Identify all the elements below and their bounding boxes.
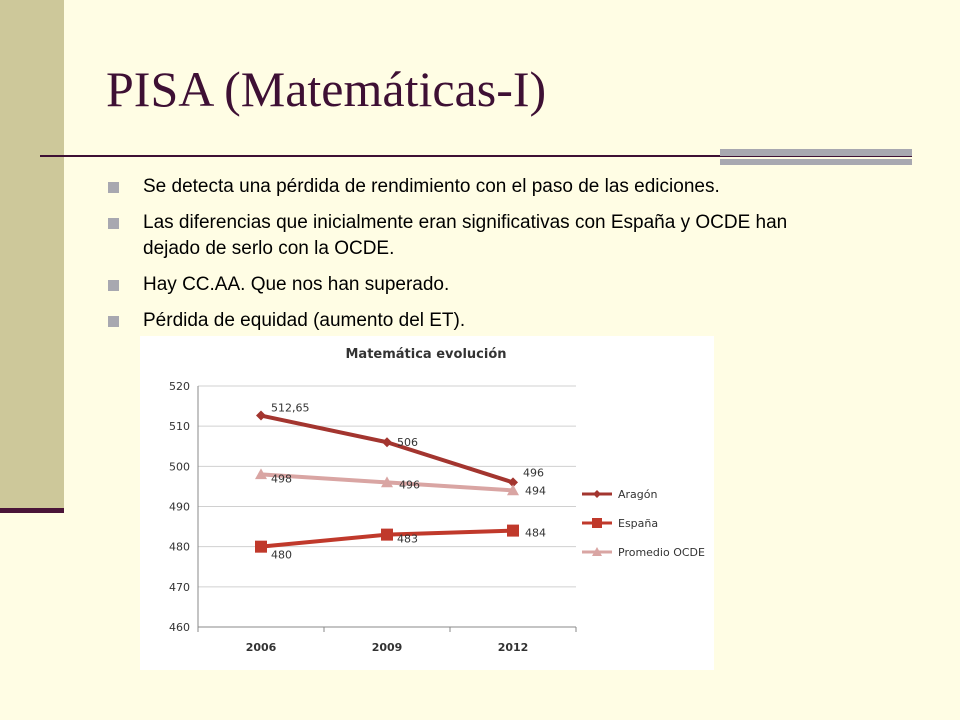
bullet-list xyxy=(108,174,848,344)
x-tick-label: 2012 xyxy=(497,641,529,654)
data-label: 498 xyxy=(271,472,292,486)
data-point xyxy=(256,411,266,421)
bullet-item xyxy=(108,308,848,334)
y-tick-label: 460 xyxy=(169,621,190,634)
title-divider-accent xyxy=(720,149,912,156)
legend-label: Aragón xyxy=(618,488,658,501)
data-point xyxy=(381,529,393,541)
x-tick-label: 2006 xyxy=(245,641,277,654)
slide-title: PISA (Matemáticas-I) xyxy=(106,61,547,117)
bullet-square-icon xyxy=(108,218,119,229)
sidebar-accent xyxy=(0,508,64,513)
bullet-text: Se detecta una pérdida de rendimiento con el paso de las ediciones. xyxy=(143,176,720,197)
legend-label: España xyxy=(618,517,659,530)
y-tick-label: 520 xyxy=(169,380,190,393)
y-tick-label: 500 xyxy=(169,460,190,474)
chart-container xyxy=(140,336,714,670)
bullet-text: Hay CC.AA. Que nos han superado. xyxy=(143,274,450,295)
chart-title: Matemática evolución xyxy=(345,347,507,362)
data-point xyxy=(592,518,602,528)
y-tick-label: 510 xyxy=(169,420,190,434)
bullet-square-icon xyxy=(108,280,119,291)
y-tick-label: 470 xyxy=(169,580,190,594)
data-label: 483 xyxy=(397,532,418,546)
data-point xyxy=(382,437,392,447)
y-tick-label: 480 xyxy=(169,540,190,554)
x-tick-label: 2009 xyxy=(371,641,403,654)
bullet-text: Pérdida de equidad (aumento del ET). xyxy=(143,310,466,331)
data-label: 512,65 xyxy=(271,401,310,415)
bullet-item xyxy=(108,210,848,262)
y-tick-label: 490 xyxy=(169,500,190,514)
bullet-text: Las diferencias que inicialmente eran significativas con España y OCDE han dejado de serlo con la OCDE. xyxy=(143,212,788,259)
data-point xyxy=(255,541,267,553)
title-divider-accent-lower xyxy=(720,159,912,165)
line-chart xyxy=(140,336,714,670)
data-point xyxy=(593,490,601,498)
sidebar-band xyxy=(0,0,64,512)
data-label: 480 xyxy=(271,548,292,562)
bullet-square-icon xyxy=(108,316,119,327)
data-label: 494 xyxy=(525,484,546,498)
legend-label: Promedio OCDE xyxy=(618,546,705,559)
bullet-square-icon xyxy=(108,182,119,193)
data-label: 496 xyxy=(399,478,420,492)
data-label: 484 xyxy=(525,526,546,540)
bullet-item xyxy=(108,272,848,298)
bullet-item xyxy=(108,174,848,200)
data-label: 506 xyxy=(397,436,418,450)
data-label: 496 xyxy=(523,466,544,480)
data-point xyxy=(507,525,519,537)
